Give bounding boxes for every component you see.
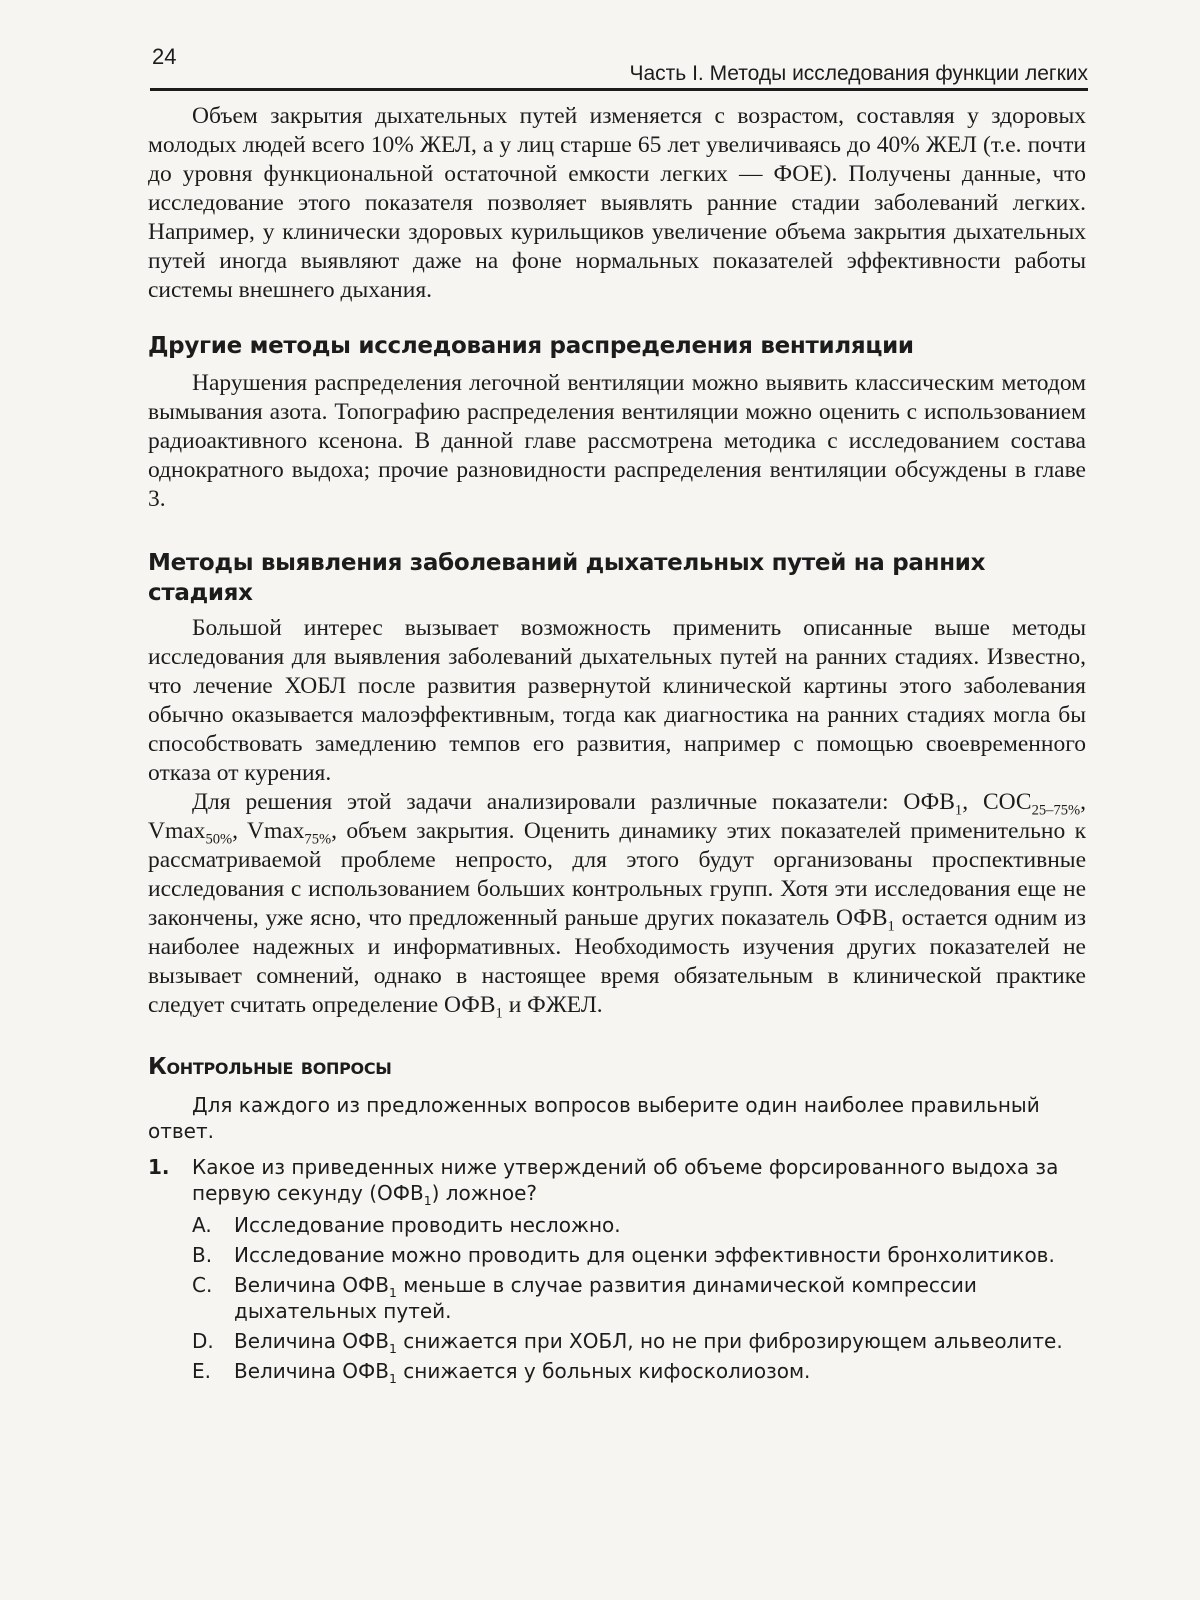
page-number: 24 bbox=[152, 44, 177, 69]
page-body bbox=[148, 102, 1086, 1384]
questions-intro: Для каждого из предложенных вопросов выберите один наиболее правильный ответ. bbox=[148, 1093, 1040, 1143]
option-letter: D. bbox=[192, 1329, 214, 1353]
option-text: Величина $ОФВ_1$ снижается при ХОБЛ, но не при фиброзирующем альвеолите. bbox=[234, 1329, 1063, 1356]
option-a bbox=[148, 1212, 1086, 1238]
question-text: Какое из приведенных ниже утверждений об объеме форсированного выдоха за первую секунду $(ОФВ_1)$ ложное? bbox=[192, 1155, 1059, 1208]
running-head: Часть I. Методы исследования функции легких bbox=[629, 62, 1088, 85]
option-letter: E. bbox=[192, 1359, 211, 1383]
question-number: 1. bbox=[148, 1155, 170, 1179]
heading-control-questions: Контрольные вопросы bbox=[148, 1054, 392, 1080]
option-b bbox=[148, 1242, 1086, 1268]
paragraph-closing-volume: Объем закрытия дыхательных путей изменяется с возрастом, составляя у здоровых молодых людей всего 10% ЖЕЛ, а у лиц старше 65 лет увеличиваясь до 40% ЖЕЛ (т.е. почти до уровня функциональной остаточной емкости легких — ФОЕ). Получены данные, что исследование этого показателя позволяет выявлять ранние стадии заболеваний легких. Например, у клинически здоровых курильщиков увеличение объема закрытия дыхательных путей иногда выявляют даже на фоне нормальных показателей эффективности работы системы внешнего дыхания. bbox=[148, 103, 1086, 303]
paragraph-ventilation-distribution: Нарушения распределения легочной вентиляции можно выявить классическим методом вымывания азота. Топографию распределения вентиляции можно оценить с использованием радиоактивного ксенона. В данной главе рассмотрена методика с исследованием состава однократного выдоха; прочие разновидности распределения вентиляции обсуждены в главе 3. bbox=[148, 370, 1086, 512]
heading-early-detection: Методы выявления заболеваний дыхательных путей на ранних стадиях bbox=[148, 550, 986, 606]
paragraph-early-detection: Большой интерес вызывает возможность применить описанные выше методы исследования для выявления заболеваний дыхательных путей на ранних стадиях. Известно, что лечение ХОБЛ после развития развернутой клинической картины этого заболевания обычно оказывается малоэффективным, тогда как диагностика на ранних стадиях могла бы способствовать замедлению темпов его развития, например с помощью своевременного отказа от курения. bbox=[148, 615, 1086, 786]
option-c bbox=[148, 1272, 1086, 1324]
option-letter: C. bbox=[192, 1273, 213, 1297]
question-1 bbox=[148, 1154, 1086, 1206]
option-text: Исследование проводить несложно. bbox=[234, 1213, 621, 1237]
header-rule bbox=[150, 88, 1088, 91]
option-d bbox=[148, 1328, 1086, 1354]
option-text: Величина $ОФВ_1$ меньше в случае развития динамической компрессии дыхательных путей. bbox=[234, 1273, 977, 1323]
option-e bbox=[148, 1358, 1086, 1384]
option-letter: A. bbox=[192, 1213, 212, 1237]
paragraph-indicators: Для решения этой задачи анализировали различные показатели: $ОФВ_1$, $СОС_{25-75\%}$, Vmax$_{50\%}$, Vmax$_{75\%}$, объем закрытия. Оценить динамику этих показателей применительно к рассматриваемой проблеме непросто, для этого будут организованы проспективные исследования с использованием больших контрольных групп. Хотя эти исследования еще не закончены, уже ясно, что предложенный раньше других показатель $ОФВ_1$ остается одним из наиболее надежных и информативных. Необходимость изучения других показателей не вызывает сомнений, однако в настоящее время обязательным в клинической практике следует считать определение $ОФВ_1$ и ФЖЕЛ. bbox=[148, 789, 1087, 1022]
option-text: Исследование можно проводить для оценки эффективности бронхолитиков. bbox=[234, 1243, 1055, 1267]
option-text: Величина $ОФВ_1$ снижается у больных кифосколиозом. bbox=[234, 1359, 811, 1386]
heading-other-methods: Другие методы исследования распределения вентиляции bbox=[148, 333, 914, 359]
option-letter: B. bbox=[192, 1243, 213, 1267]
